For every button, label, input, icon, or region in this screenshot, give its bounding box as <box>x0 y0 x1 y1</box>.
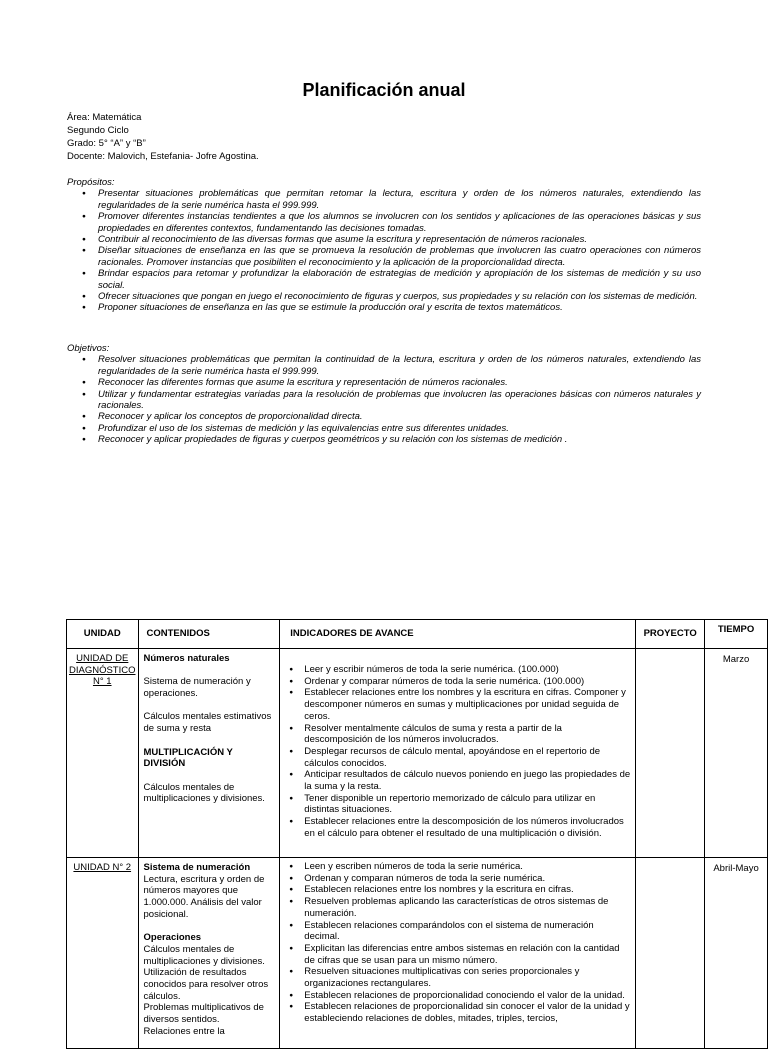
tiempo-cell: Abril-Mayo <box>705 858 768 1049</box>
list-item: ● Establecer relaciones entre los nombres y la escritura en cifras. Componer y descomponer números en sumas y multiplicaciones por unidad seguida de ceros. <box>280 687 631 722</box>
list-item: ● Establecen relaciones comparándolos con el sistema de numeración decimal. <box>280 920 631 943</box>
document-meta <box>67 111 259 163</box>
table-row <box>67 858 768 1049</box>
table-body <box>67 649 768 1049</box>
objetivos-list <box>67 354 701 445</box>
header-contenidos: CONTENIDOS <box>138 620 280 649</box>
unidad-cell: UNIDAD DE DIAGNÓSTICO N° 1 <box>67 649 139 858</box>
list-item: ● Establecen relaciones de proporcionalidad sin conocer el valor de la unidad y estableciendo relaciones de dobles, mitades, triples, tercios, <box>280 1001 631 1024</box>
spacer <box>144 700 276 712</box>
propositos-heading: Propósitos: <box>67 177 115 188</box>
list-item: ● Resuelven situaciones multiplicativas con series proporcionales y organizaciones rectangulares. <box>280 966 631 989</box>
page-title: Planificación anual <box>302 80 466 100</box>
contenido-heading: Números naturales <box>143 653 230 664</box>
list-item: ● Reconocer las diferentes formas que asume la escritura y representación de números racionales. <box>67 377 701 388</box>
list-item: ● Proponer situaciones de enseñanza en las que se estimule la producción oral y escrita de textos matemáticos. <box>67 302 701 313</box>
contenido-text: Problemas multiplicativos de diversos sentidos. <box>143 1002 264 1026</box>
list-item: ● Ofrecer situaciones que pongan en juego el reconocimiento de figuras y cuerpos, sus propiedades y su relación con los sistemas de medición. <box>67 291 701 302</box>
list-item: ● Resolver mentalmente cálculos de suma y resta a partir de la descomposición de los números involucrados. <box>280 723 631 746</box>
contenido-text: Cálculos mentales de multiplicaciones y divisiones. Utilización de resultados conocidos para resolver otros cálculos. <box>143 943 269 1002</box>
proyecto-cell <box>636 858 705 1049</box>
ciclo-line: Segundo Ciclo <box>67 125 129 136</box>
list-item: ● Explicitan las diferencias entre ambos sistemas en relación con la cantidad de cifras que se usan para un mismo número. <box>280 943 631 966</box>
list-item: ● Utilizar y fundamentar estrategias variadas para la resolución de problemas que involucren las operaciones básicas con números naturales y racionales. <box>67 389 701 412</box>
list-item: ● Desplegar recursos de cálculo mental, apoyándose en el repertorio de cálculos conocidos. <box>280 746 631 769</box>
list-item: ● Leen y escriben números de toda la serie numérica. <box>280 861 631 873</box>
indicadores-list <box>280 664 631 840</box>
planning-table <box>66 619 768 1049</box>
header-indicadores: INDICADORES DE AVANCE <box>280 620 636 649</box>
contenido-text: Cálculos mentales de multiplicaciones y divisiones. <box>143 781 265 805</box>
propositos-section <box>67 177 701 314</box>
list-item: ● Leer y escribir números de toda la serie numérica. (100.000) <box>280 664 631 676</box>
header-tiempo: TIEMPO <box>705 620 768 649</box>
propositos-list <box>67 188 701 313</box>
contenidos-cell <box>138 858 280 1049</box>
tiempo-cell: Marzo <box>705 649 768 858</box>
docente-line: Docente: Malovich, Estefania- Jofre Agostina. <box>67 151 259 162</box>
list-item: ● Ordenar y comparar números de toda la serie numérica. (100.000) <box>280 676 631 688</box>
table-row <box>67 649 768 858</box>
table-header-row <box>67 620 768 649</box>
contenido-heading: Sistema de numeración <box>143 862 251 873</box>
list-item: ● Anticipar resultados de cálculo nuevos poniendo en juego las propiedades de la suma y la resta. <box>280 769 631 792</box>
contenido-text: Lectura, escritura y orden de números mayores que 1.000.000. Análisis del valor posicional. <box>143 873 265 920</box>
list-item: ● Tener disponible un repertorio memorizado de cálculo para utilizar en distintas situaciones. <box>280 793 631 816</box>
objetivos-heading: Objetivos: <box>67 343 110 354</box>
list-item: ● Resuelven problemas aplicando las características de otros sistemas de numeración. <box>280 896 631 919</box>
grado-line: Grado: 5° “A” y “B” <box>67 138 146 149</box>
contenido-text: Relaciones entre la <box>143 1025 225 1037</box>
list-item: ● Promover diferentes instancias tendientes a que los alumnos se involucren con los sentidos y aplicaciones de las operaciones básicas y sus propiedades en diferentes contextos, fundamentando las decisiones tomadas. <box>67 211 701 234</box>
indicadores-cell <box>280 858 636 1049</box>
objetivos-section <box>67 343 701 446</box>
list-item: ● Establecer relaciones entre la descomposición de los números involucrados en el cálculo para obtener el resultado de una multiplicación o división. <box>280 816 631 839</box>
list-item: ● Diseñar situaciones de enseñanza en las que se promueva la resolución de problemas que involucren las cuatro operaciones con números racionales. Promover instancias que posibiliten el reconocimiento y la aplicación de la proporcionalidad directa. <box>67 245 701 268</box>
header-proyecto: PROYECTO <box>636 620 705 649</box>
list-item: ● Establecen relaciones entre los nombres y la escritura en cifras. <box>280 884 631 896</box>
indicadores-list <box>280 861 631 1025</box>
contenido-text: Sistema de numeración y operaciones. <box>143 676 251 700</box>
list-item: ● Reconocer y aplicar propiedades de figuras y cuerpos geométricos y su relación con los sistemas de medición . <box>67 434 701 445</box>
header-unidad: UNIDAD <box>67 620 139 649</box>
contenido-heading: MULTIPLICACIÓN Y DIVISIÓN <box>143 746 233 770</box>
spacer <box>144 921 276 933</box>
indicadores-cell <box>280 649 636 858</box>
list-item: ● Establecen relaciones de proporcionalidad conociendo el valor de la unidad. <box>280 990 631 1002</box>
proyecto-cell <box>636 649 705 858</box>
contenidos-cell <box>138 649 280 858</box>
spacer <box>144 665 276 677</box>
unidad-cell: UNIDAD N° 2 <box>67 858 139 1049</box>
list-item: ● Reconocer y aplicar los conceptos de proporcionalidad directa. <box>67 411 701 422</box>
list-item: ● Brindar espacios para retomar y profundizar la elaboración de estrategias de medición y apropiación de los sistemas de medición y su uso social. <box>67 268 701 291</box>
contenido-heading: Operaciones <box>143 932 202 944</box>
list-item: ● Profundizar el uso de los sistemas de medición y las equivalencias entre sus diferentes unidades. <box>67 423 701 434</box>
list-item: ● Resolver situaciones problemáticas que permitan la continuidad de la lectura, escritura y orden de los números naturales, extendiendo las regularidades de la serie numérica hasta el 999.999. <box>67 354 701 377</box>
spacer <box>144 735 276 747</box>
list-item: ● Presentar situaciones problemáticas que permitan retomar la lectura, escritura y orden de los números naturales, extendiendo las regularidades de la serie numérica hasta el 999.999. <box>67 188 701 211</box>
list-item: ● Ordenan y comparan números de toda la serie numérica. <box>280 873 631 885</box>
spacer <box>144 770 276 782</box>
area-line: Área: Matemática <box>67 112 142 123</box>
contenido-text: Cálculos mentales estimativos de suma y resta <box>143 711 272 735</box>
list-item: ● Contribuir al reconocimiento de las diversas formas que asume la escritura y representación de números racionales. <box>67 234 701 245</box>
